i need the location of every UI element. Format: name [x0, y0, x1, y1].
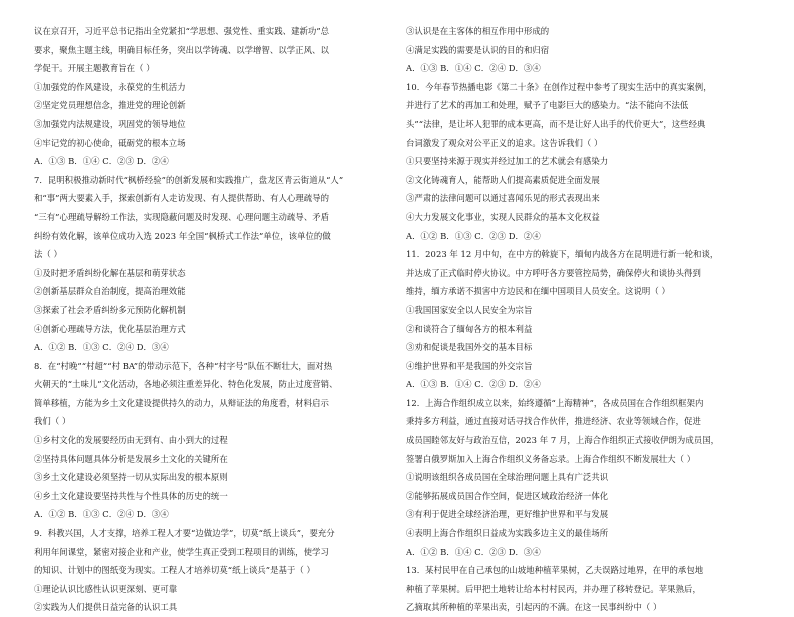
text-line: 并达成了正式临时停火协议。中方呼吁各方要管控局势，确保停火和谈协头得到 — [406, 267, 701, 278]
text-line: A．①② B．①③ C．②③ D．②④ — [406, 230, 541, 241]
text-line: ③加强党内法规建设，巩固党的领导地位 — [34, 118, 186, 129]
text-line: ①乡村文化的发展要经历由无到有、由小到大的过程 — [34, 435, 228, 446]
text-line: ②能够拓展成员国合作空间，促进区域政治经济一体化 — [406, 490, 609, 501]
text-line: 11．2023 年 12 月中旬，在中方的斡旋下，缅甸内战各方在昆明进行新一轮和谈， — [406, 249, 719, 260]
text-line: ②实践为人们提供日益完备的认识工具 — [34, 602, 178, 613]
text-line: ②和谈符合了缅甸各方的根本利益 — [406, 323, 533, 334]
text-line: 10．今年春节热播电影《第二十条》在创作过程中参考了现实生活中的真实案例， — [406, 81, 712, 92]
text-line: 7．昆明积极推动新时代“枫桥经验”的创新发展和实践推广，盘龙区青云街道从“人” — [34, 174, 344, 185]
text-line: 简单移植，方能为乡土文化建设提供持久的动力，从辩证法的角度看，材料启示 — [34, 397, 329, 408]
text-line: 的知识、计划中的图纸变为现实。工程人才培养切莫“纸上谈兵”是基于（ ） — [34, 565, 315, 576]
text-line: 火朝天的“土味儿”文化活动，各地必须注重差异化、特色化发展，防止过度营销、 — [34, 379, 338, 390]
text-line: 维持，缅方承诺不损害中方边民和在缅中国项目人员安全。这说明（ ） — [406, 286, 670, 297]
text-line: 9．科教兴国，人才支撑，培养工程人才要“边做边学”，切莫“纸上谈兵”，要充分 — [34, 528, 335, 539]
text-line: ①说明该组织各成员国在全球治理问题上具有广泛共识 — [406, 472, 609, 483]
text-line: ①理论认识比感性认识更深刻、更可靠 — [34, 583, 178, 594]
text-line: 学促干。开展主题教育旨在（ ） — [34, 63, 155, 74]
text-line: ③有利于促进全球经济治理，更好维护世界和平与发展 — [406, 509, 609, 520]
text-line: 利用年间课堂，紧密对接企业和产业，使学生真正受到工程项目的训练，使学习 — [34, 546, 329, 557]
text-line: 并进行了艺术的再加工和处理，赋予了电影巨大的感染力。“法不能向不法低 — [406, 100, 689, 111]
text-line: 我们（ ） — [34, 416, 71, 427]
text-line: ③劝和促谈是我国外交的基本目标 — [406, 342, 533, 353]
text-line: 12．上海合作组织成立以来，始终遵循“上海精神”，各成员国在合作组织框架内 — [406, 397, 704, 408]
text-line: 纠纷有效化解，该单位成功入选 2023 年全国“枫桥式工作法”单位，该单位的做 — [34, 230, 331, 241]
text-line: A．①③ B．①④ C．②③ D．②④ — [34, 156, 169, 167]
text-line: 议在京召开，习近平总书记指出全党紧扣“学思想、强党性、重实践、建新功”总 — [34, 26, 330, 36]
text-line: A．①② B．①④ C．②③ D．③④ — [406, 546, 541, 557]
text-line: 乙摘取其所种植的苹果出卖，引起丙的不满。在这一民事纠纷中（ ） — [406, 602, 662, 613]
text-line: ④满足实践的需要是认识的目的和归宿 — [406, 44, 550, 55]
text-line: A．①③ B．①④ C．②③ D．②④ — [406, 379, 541, 390]
text-line: 种植了苹果树。后甲把土地转让给本村村民丙，并办理了移转登记。苹果熟后， — [406, 583, 701, 594]
text-line: ④创新心理疏导方法，优化基层治理方式 — [34, 323, 186, 334]
text-line: ④维护世界和平是我国的外交宗旨 — [406, 360, 533, 371]
text-line: 秉持多方利益，通过直接对话寻找合作伙伴，推进经济、农业等领域合作，促进 — [406, 416, 701, 427]
text-line: 13．某村民甲在自己承包的山坡地种植苹果树，乙夫误路过地界，在甲的承包地 — [406, 565, 704, 576]
text-line: A．①② B．①③ C．②④ D．③④ — [34, 342, 169, 353]
text-line: ①及时把矛盾纠纷化解在基层和萌芽状态 — [34, 267, 186, 278]
right-column — [406, 22, 770, 617]
text-line: ③严肃的法律问题可以通过喜闻乐见的形式表现出来 — [406, 193, 600, 204]
text-line: ②文化铸魂育人，能帮助人们提高素质促进全面发展 — [406, 174, 600, 185]
text-line: 8．在“村晚”“村超”“村 BA”的带动示范下，各种“村字号”队伍不断壮大，面对热 — [34, 360, 333, 371]
left-column — [34, 22, 398, 617]
text-line: ②创新基层群众自治制度，提高治理效能 — [34, 286, 186, 297]
text-line: 和“事”两大要素入手，探索创新有人走访发现、有人提供帮助、有人心理疏导的 — [34, 193, 330, 204]
text-line: ②坚持具体问题具体分析是发展乡土文化的关键所在 — [34, 453, 228, 464]
text-line: ①加强党的作风建设，永葆党的生机活力 — [34, 81, 186, 92]
text-line: ④大力发展文化事业，实现人民群众的基本文化权益 — [406, 211, 600, 222]
text-line: 法（ ） — [34, 249, 62, 260]
text-line: 要求，聚焦主题主线，明确目标任务，突出以学铸魂、以学增智、以学正风、以 — [34, 44, 329, 55]
text-line: 头”“法律，是让坏人犯罪的成本更高，而不是让好人出手的代价更大”，这些经典 — [406, 118, 706, 129]
text-line: ③乡土文化建设必须坚持一切从实际出发的根本原则 — [34, 472, 228, 483]
text-line: A．①③ B．①④ C．②④ D．③④ — [406, 63, 541, 74]
text-line: ②坚定党员理想信念，推进党的理论创新 — [34, 100, 186, 111]
text-line: 签署白俄罗斯加入上海合作组织义务备忘录。上海合作组织不断发展壮大（ ） — [406, 453, 696, 464]
text-line: 台词激发了观众对公平正义的追求。这告诉我们（ ） — [406, 137, 603, 148]
text-line: “三有”心理疏导解纷工作法，实现隐蔽问题及时发现、心理问题主动疏导、矛盾 — [34, 211, 330, 222]
text-line: 成员国睦邻友好与政治互信，2023 年 7 月，上海合作组织正式接收伊朗为成员国， — [406, 435, 720, 446]
text-line: A．①② B．①③ C．②④ D．③④ — [34, 509, 169, 520]
text-line: ③认识是在主客体的相互作用中形成的 — [406, 26, 550, 36]
text-line: ③探索了社会矛盾纠纷多元预防化解机制 — [34, 304, 186, 315]
text-line: ①我国国家安全以人民安全为宗旨 — [406, 304, 533, 315]
text-line: ④表明上海合作组织日益成为实践多边主义的最佳场所 — [406, 528, 609, 539]
text-line: ④牢记党的初心使命，砥砺党的根本立场 — [34, 137, 186, 148]
text-line: ④乡土文化建设要坚持共性与个性具体的历史的统一 — [34, 490, 228, 501]
text-line: ①只要坚持来源于现实并经过加工的艺术就会有感染力 — [406, 156, 609, 167]
